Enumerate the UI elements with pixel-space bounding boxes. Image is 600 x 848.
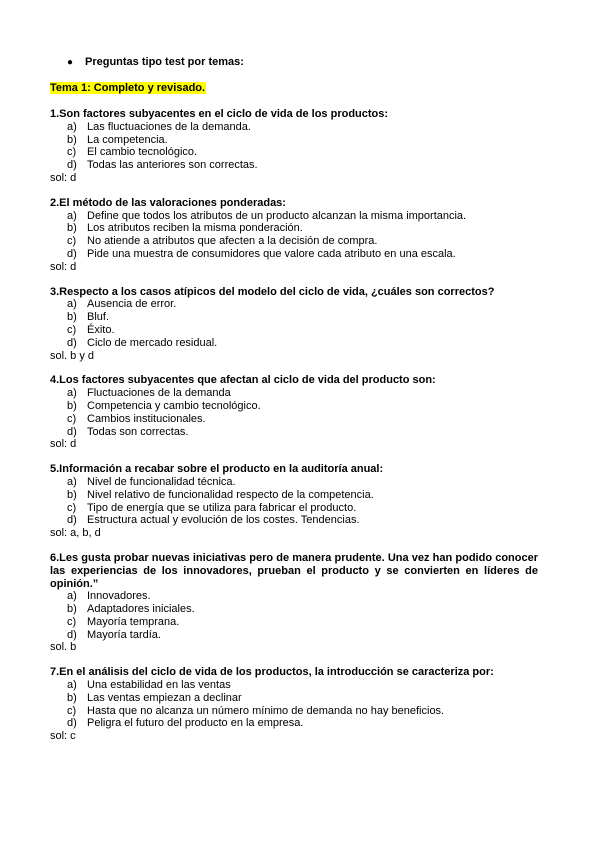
option-c (67, 324, 538, 337)
option-text: Innovadores. (87, 590, 151, 603)
option-a (67, 679, 538, 692)
option-text: Peligra el futuro del producto en la empresa. (87, 717, 304, 730)
option-text: Tipo de energía que se utiliza para fabricar el producto. (87, 501, 357, 514)
bullet-icon: ● (67, 57, 74, 68)
option-text: Cambios institucionales. (87, 412, 206, 425)
option-letter: d) (67, 247, 77, 260)
option-letter: b) (67, 399, 77, 412)
option-letter: c) (67, 146, 77, 159)
option-text: Ciclo de mercado residual. (87, 336, 218, 349)
document-page (50, 56, 538, 743)
option-text: Nivel de funcionalidad técnica. (87, 475, 236, 488)
option-d (67, 426, 538, 439)
option-letter: a) (67, 387, 77, 400)
option-text: Nivel relativo de funcionalidad respecto de la competencia. (87, 488, 374, 501)
option-letter: d) (67, 514, 77, 527)
option-text: No atiende a atributos que afecten a la decisión de compra. (87, 235, 378, 248)
option-letter: c) (67, 412, 77, 425)
question-title: 4.Los factores subyacentes que afectan al ciclo de vida del producto son: (50, 374, 436, 387)
option-b (67, 489, 538, 502)
option-text: Todas son correctas. (87, 425, 189, 438)
option-c (67, 413, 538, 426)
topic-heading-text: Tema 1: Completo y revisado. (50, 82, 206, 94)
solution: sol: c (50, 730, 76, 743)
option-letter: b) (67, 311, 77, 324)
solution: sol: d (50, 260, 77, 273)
option-b (67, 311, 538, 324)
solution: sol: d (50, 438, 77, 451)
option-a (67, 210, 538, 223)
question-title: 1.Son factores subyacentes en el ciclo de vida de los productos: (50, 108, 389, 120)
question-list (50, 108, 538, 743)
option-c (67, 705, 538, 718)
option-letter: b) (67, 488, 77, 501)
option-c (67, 502, 538, 515)
option-text: Las fluctuaciones de la demanda. (87, 120, 251, 133)
option-letter: d) (67, 425, 77, 438)
option-letter: a) (67, 298, 77, 311)
option-text: Los atributos reciben la misma ponderación. (87, 222, 303, 235)
option-text: Mayoría temprana. (87, 615, 180, 628)
solution: sol: a, b, d (50, 527, 101, 540)
option-letter: c) (67, 704, 77, 717)
question-4 (50, 374, 538, 451)
option-letter: d) (67, 717, 77, 730)
option-text: Pide una muestra de consumidores que valore cada atributo en una escala. (87, 247, 456, 260)
option-c (67, 616, 538, 629)
option-letter: a) (67, 590, 77, 603)
question-3 (50, 286, 538, 363)
section-header (67, 56, 538, 70)
question-7 (50, 666, 538, 743)
option-letter: b) (67, 222, 77, 235)
option-letter: a) (67, 679, 77, 692)
option-b (67, 134, 538, 147)
option-d (67, 159, 538, 172)
solution: sol: d (50, 171, 77, 184)
option-text: Define que todos los atributos de un producto alcanzan la misma importancia. (87, 209, 467, 222)
option-b (67, 692, 538, 705)
question-title: 2.El método de las valoraciones ponderadas: (50, 196, 286, 209)
option-text: Mayoría tardía. (87, 628, 161, 641)
option-d (67, 717, 538, 730)
option-letter: a) (67, 120, 77, 133)
option-letter: c) (67, 615, 77, 628)
option-a (67, 387, 538, 400)
option-letter: d) (67, 628, 77, 641)
option-d (67, 248, 538, 261)
option-letter: d) (67, 336, 77, 349)
option-text: Bluf. (87, 311, 110, 324)
option-b (67, 603, 538, 616)
option-letter: b) (67, 603, 77, 616)
solution: sol. b (50, 641, 77, 654)
question-title: 6.Les gusta probar nuevas iniciativas pero de manera prudente. Una vez han podido conocer las experiencias de los innovadores, prueban el producto y se convierten en líderes de opinión.” (50, 551, 538, 590)
option-text: Las ventas empiezan a declinar (87, 691, 242, 704)
option-letter: c) (67, 323, 77, 336)
option-text: Estructura actual y evolución de los costes. Tendencias. (87, 514, 360, 527)
option-a (67, 476, 538, 489)
question-title: 5.Información a recabar sobre el producto en la auditoría anual: (50, 463, 384, 476)
option-d (67, 337, 538, 350)
option-text: La competencia. (87, 133, 168, 146)
option-a (67, 121, 538, 134)
option-d (67, 514, 538, 527)
solution: sol. b y d (50, 349, 95, 362)
option-text: Adaptadores iniciales. (87, 603, 195, 616)
option-text: Ausencia de error. (87, 298, 177, 311)
topic-heading (50, 82, 538, 96)
option-a (67, 298, 538, 311)
section-header-text: Preguntas tipo test por temas: (85, 56, 244, 68)
question-5 (50, 463, 538, 540)
option-letter: a) (67, 475, 77, 488)
option-letter: d) (67, 159, 77, 172)
option-b (67, 222, 538, 235)
option-c (67, 235, 538, 248)
option-letter: c) (67, 501, 77, 514)
option-text: Éxito. (87, 323, 115, 336)
option-letter: a) (67, 209, 77, 222)
option-text: Una estabilidad en las ventas (87, 679, 231, 692)
option-text: Hasta que no alcanza un número mínimo de demanda no hay beneficios. (87, 704, 445, 717)
option-d (67, 629, 538, 642)
question-title: 7.En el análisis del ciclo de vida de los productos, la introducción se caracteriza por: (50, 666, 494, 679)
option-text: Todas las anteriores son correctas. (87, 159, 258, 172)
question-2 (50, 197, 538, 274)
option-a (67, 590, 538, 603)
option-text: Competencia y cambio tecnológico. (87, 399, 261, 412)
question-title: 3.Respecto a los casos atípicos del modelo del ciclo de vida, ¿cuáles son correctos? (50, 285, 495, 298)
option-letter: c) (67, 235, 77, 248)
option-b (67, 400, 538, 413)
option-text: Fluctuaciones de la demanda (87, 387, 231, 400)
option-letter: b) (67, 133, 77, 146)
option-c (67, 146, 538, 159)
option-letter: b) (67, 691, 77, 704)
option-text: El cambio tecnológico. (87, 146, 198, 159)
question-1 (50, 108, 538, 185)
question-6 (50, 552, 538, 654)
